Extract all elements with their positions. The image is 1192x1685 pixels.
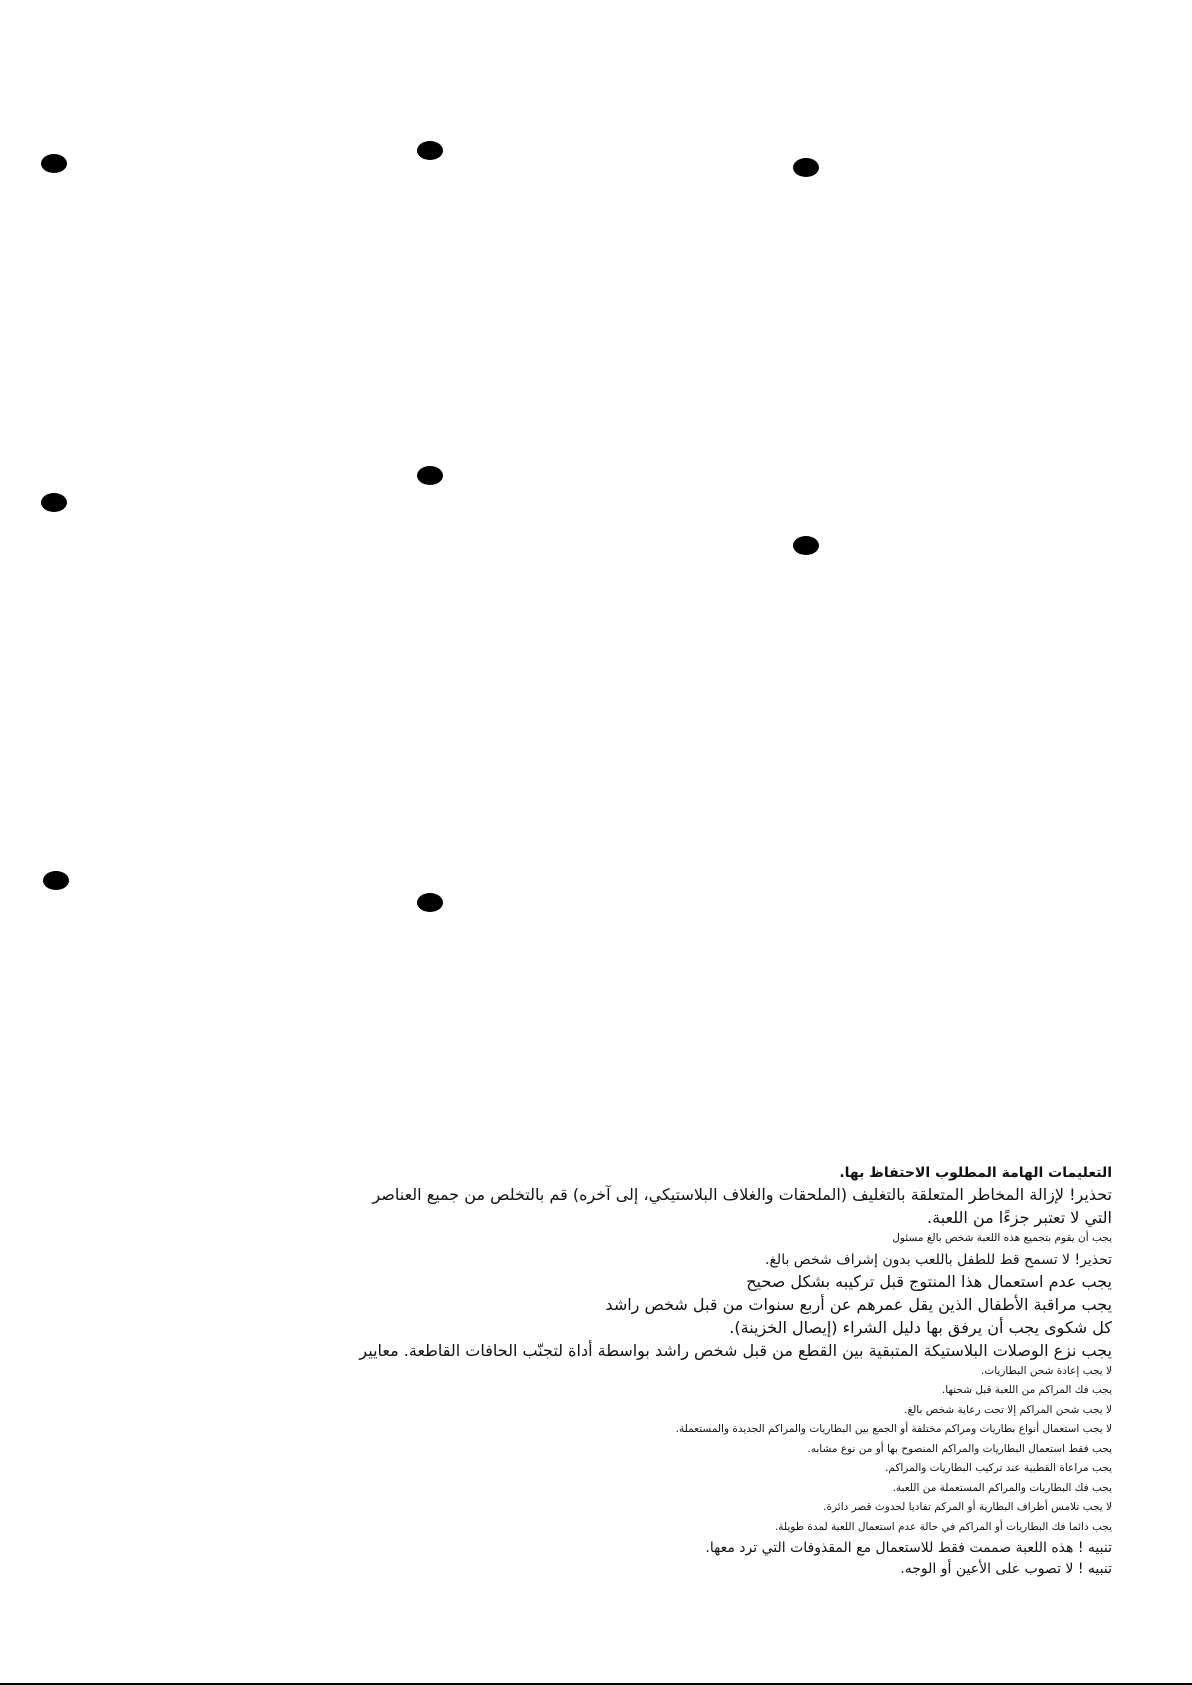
- instruction-line: يجب أن يقوم بتجميع هذه اللعبة شخص بالغ مسئول: [892, 1232, 1112, 1244]
- instruction-line: لا يجب استعمال أنواع بطاريات ومراكم مختلفة أو الجمع بين البطاريات والمراكم الجديدة والمستعملة.: [675, 1423, 1112, 1435]
- instruction-line: يجب فك المراكم من اللعبة قبل شحنها.: [941, 1384, 1112, 1396]
- instruction-line: تحذير! لإزالة المخاطر المتعلقة بالتغليف (الملحقات والغلاف البلاستيكي، إلى آخره) قم بالتخلص من جميع العناصر: [372, 1185, 1112, 1204]
- instruction-line: تحذير! لا تسمح قط للطفل باللعب بدون إشراف شخص بالغ.: [765, 1251, 1112, 1268]
- marker-dot: [417, 893, 443, 912]
- instruction-line: لا يجب إعادة شحن البطاريات.: [981, 1364, 1112, 1377]
- instruction-line: يجب نزع الوصلات البلاستيكة المتبقية بين القطع من قبل شخص راشد بواسطة أداة لتجنّب الحافات القاطعة. معايير: [359, 1340, 1112, 1360]
- instruction-line: يجب دائما فك البطاريات أو المراكم في حالة عدم استعمال اللعبة لمدة طويلة.: [774, 1520, 1112, 1533]
- instructions-title: التعليمات الهامة المطلوب الاحتفاظ بها.: [839, 1165, 1112, 1181]
- marker-dot: [41, 154, 67, 173]
- instruction-line: يجب فك البطاريات والمراكم المستعملة من اللعبة.: [892, 1481, 1112, 1494]
- instruction-line: تنبيه ! لا تصوب على الأعين أو الوجه.: [900, 1561, 1112, 1577]
- instruction-line: يجب مراعاة القطبية عند تركيب البطاريات والمراكم.: [885, 1462, 1112, 1474]
- marker-dot: [417, 466, 443, 485]
- safety-instructions: [359, 1166, 1112, 1583]
- marker-dot: [417, 141, 443, 160]
- marker-dot: [793, 158, 819, 177]
- marker-dot: [41, 493, 67, 512]
- instruction-line: كل شكوى يجب أن يرفق بها دليل الشراء (إيصال الخزينة).: [729, 1317, 1112, 1337]
- instruction-line: التي لا تعتبر جزءًا من اللعبة.: [927, 1208, 1112, 1227]
- instruction-line: يجب مراقبة الأطفال الذين يقل عمرهم عن أربع سنوات من قبل شخص راشد: [605, 1294, 1112, 1314]
- instruction-line: يجب عدم استعمال هذا المنتوج قبل تركيبه بشكل صحيح: [746, 1271, 1112, 1291]
- instruction-line: لا يجب شحن المراكم إلا تحت رعاية شخص بالغ.: [904, 1403, 1112, 1416]
- instruction-line: يجب فقط استعمال البطاريات والمراكم المنصوح بها أو من نوع مشابه.: [807, 1442, 1112, 1455]
- instruction-line: تنبيه ! هذه اللعبة صممت فقط للاستعمال مع المقذوفات التي ترد معها.: [705, 1540, 1112, 1556]
- marker-dot: [793, 536, 819, 555]
- instruction-line: لا يجب تلامس أطراف البطارية أو المركم تفاديا لحدوث قصر دائرة.: [823, 1501, 1112, 1513]
- marker-dot: [43, 871, 69, 890]
